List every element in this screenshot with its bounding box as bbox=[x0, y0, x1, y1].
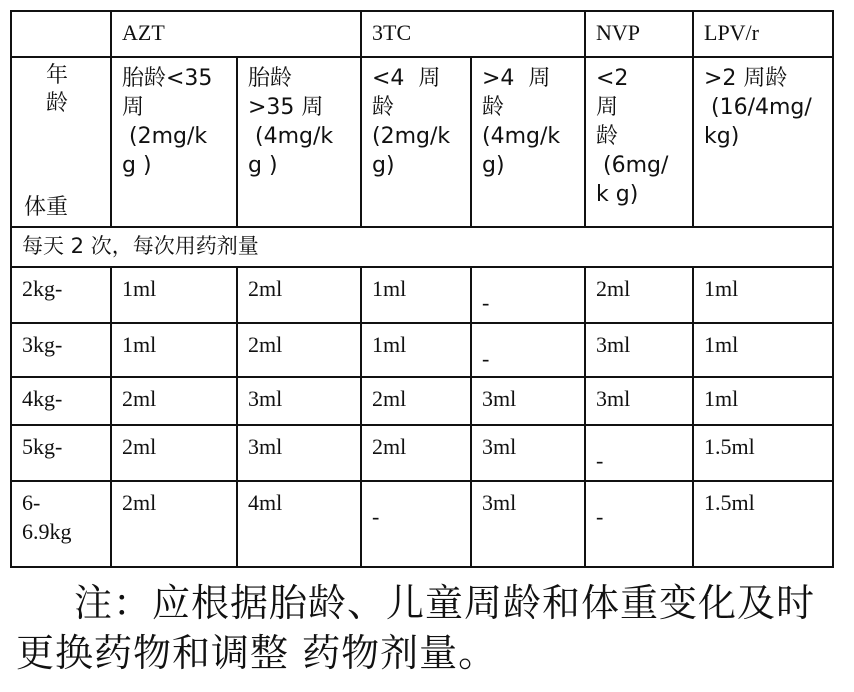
weight-cell: 6- 6.9kg bbox=[11, 481, 111, 567]
dose-cell: 1ml bbox=[361, 323, 471, 377]
weight-cell: 2kg- bbox=[11, 267, 111, 323]
dose-cell: 3ml bbox=[471, 377, 585, 425]
dose-cell: 2ml bbox=[111, 481, 237, 567]
age-weight-header bbox=[11, 57, 111, 227]
dose-cell: - bbox=[585, 425, 693, 481]
drug-header-lpvr: LPV/r bbox=[693, 11, 833, 57]
table-row bbox=[11, 377, 833, 425]
dose-cell: 1ml bbox=[693, 323, 833, 377]
section-label: 每天 2 次，每次用药剂量 bbox=[11, 227, 833, 267]
dose-cell: - bbox=[471, 267, 585, 323]
drug-header-3tc: 3TC bbox=[361, 11, 585, 57]
table-row bbox=[11, 267, 833, 323]
dose-rows bbox=[11, 267, 833, 567]
dose-cell: - bbox=[471, 323, 585, 377]
dose-cell: 2ml bbox=[361, 377, 471, 425]
dose-cell: 3ml bbox=[471, 425, 585, 481]
table-row bbox=[11, 323, 833, 377]
dose-cell: 1ml bbox=[693, 267, 833, 323]
dose-cell: 2ml bbox=[361, 425, 471, 481]
dose-cell: 3ml bbox=[585, 323, 693, 377]
dosage-table bbox=[10, 10, 834, 568]
dose-cell: 1.5ml bbox=[693, 481, 833, 567]
dose-cell: - bbox=[361, 481, 471, 567]
age-label: 年 龄 bbox=[45, 63, 68, 116]
dose-cell: 2ml bbox=[237, 323, 361, 377]
table-row bbox=[11, 425, 833, 481]
dose-cell: 1ml bbox=[693, 377, 833, 425]
weight-cell: 5kg- bbox=[11, 425, 111, 481]
subheader-3tc-lt4: <4 周 龄 (2mg/k g) bbox=[361, 57, 471, 227]
drug-header-nvp: NVP bbox=[585, 11, 693, 57]
subheader-azt-lt35: 胎龄<35 周 (2mg/k g ) bbox=[111, 57, 237, 227]
dose-cell: 4ml bbox=[237, 481, 361, 567]
dose-cell: 2ml bbox=[237, 267, 361, 323]
subheader-3tc-gt4: >4 周 龄 (4mg/k g) bbox=[471, 57, 585, 227]
dose-cell: 3ml bbox=[237, 377, 361, 425]
dose-cell: - bbox=[585, 481, 693, 567]
dose-cell: 3ml bbox=[237, 425, 361, 481]
dose-cell: 3ml bbox=[585, 377, 693, 425]
dose-cell: 2ml bbox=[111, 377, 237, 425]
dose-cell: 1ml bbox=[361, 267, 471, 323]
corner-cell bbox=[11, 11, 111, 57]
drug-header-azt: AZT bbox=[111, 11, 361, 57]
dose-cell: 1ml bbox=[111, 323, 237, 377]
dose-cell: 2ml bbox=[111, 425, 237, 481]
dose-cell: 1ml bbox=[111, 267, 237, 323]
dose-cell: 1.5ml bbox=[693, 425, 833, 481]
subheader-lpvr-gt2: >2 周龄 (16/4mg/ kg) bbox=[693, 57, 833, 227]
dose-cell: 3ml bbox=[471, 481, 585, 567]
dose-cell: 2ml bbox=[585, 267, 693, 323]
weight-label: 体重 bbox=[24, 195, 69, 220]
subheader-nvp-lt2: <2 周 龄 (6mg/ k g) bbox=[585, 57, 693, 227]
weight-cell: 4kg- bbox=[11, 377, 111, 425]
table-row bbox=[11, 481, 833, 567]
footnote: 注：应根据胎龄、儿童周龄和体重变化及时更换药物和调整 药物剂量。 bbox=[16, 581, 816, 675]
subheader-azt-gt35: 胎龄 >35 周 (4mg/k g ) bbox=[237, 57, 361, 227]
weight-cell: 3kg- bbox=[11, 323, 111, 377]
